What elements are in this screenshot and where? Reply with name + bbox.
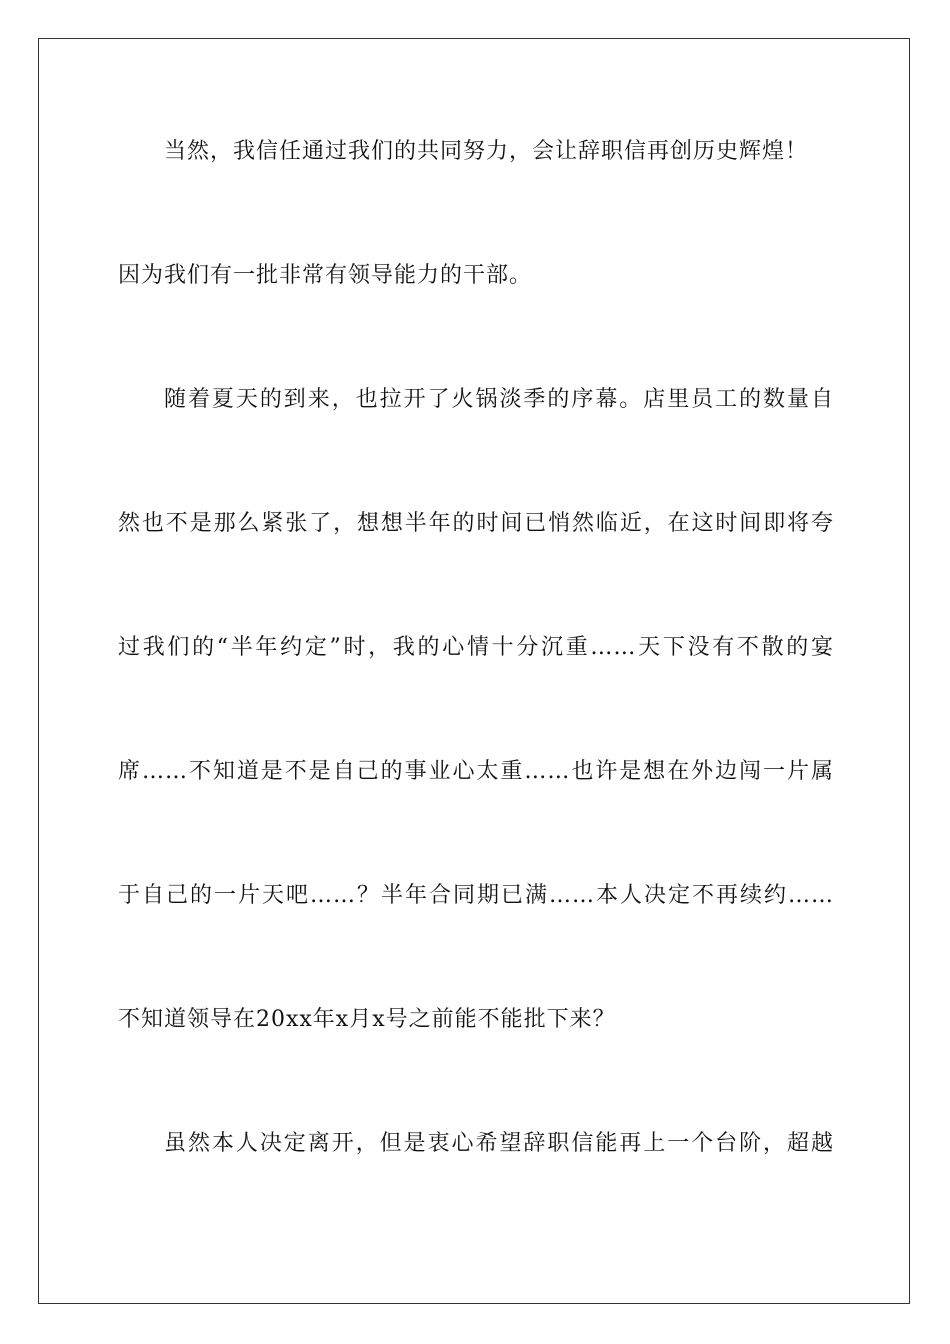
page-border	[38, 38, 910, 1304]
paragraph-2-line-2: 然也不是那么紧张了，想想半年的时间已悄然临近，在这时间即将夸	[118, 511, 834, 536]
paragraph-1-line-2: 因为我们有一批非常有领导能力的干部。	[118, 263, 533, 288]
paragraph-1-line-1: 当然，我信任通过我们的共同努力，会让辞职信再创历史辉煌！	[164, 139, 809, 164]
paragraph-2-line-6: 不知道领导在20xx年x月x号之前能不能批下来？	[118, 1007, 616, 1032]
paragraph-2-line-3: 过我们的“半年约定”时，我的心情十分沉重……天下没有不散的宴	[118, 635, 834, 660]
paragraph-2-line-4: 席……不知道是不是自己的事业心太重……也许是想在外边闯一片属	[118, 759, 834, 784]
paragraph-2-line-5: 于自己的一片天吧……？半年合同期已满……本人决定不再续约……	[118, 883, 834, 908]
paragraph-3-line-1: 虽然本人决定离开，但是衷心希望辞职信能再上一个台阶，超越	[164, 1131, 834, 1156]
paragraph-2-line-1: 随着夏天的到来，也拉开了火锅淡季的序幕。店里员工的数量自	[164, 387, 834, 412]
